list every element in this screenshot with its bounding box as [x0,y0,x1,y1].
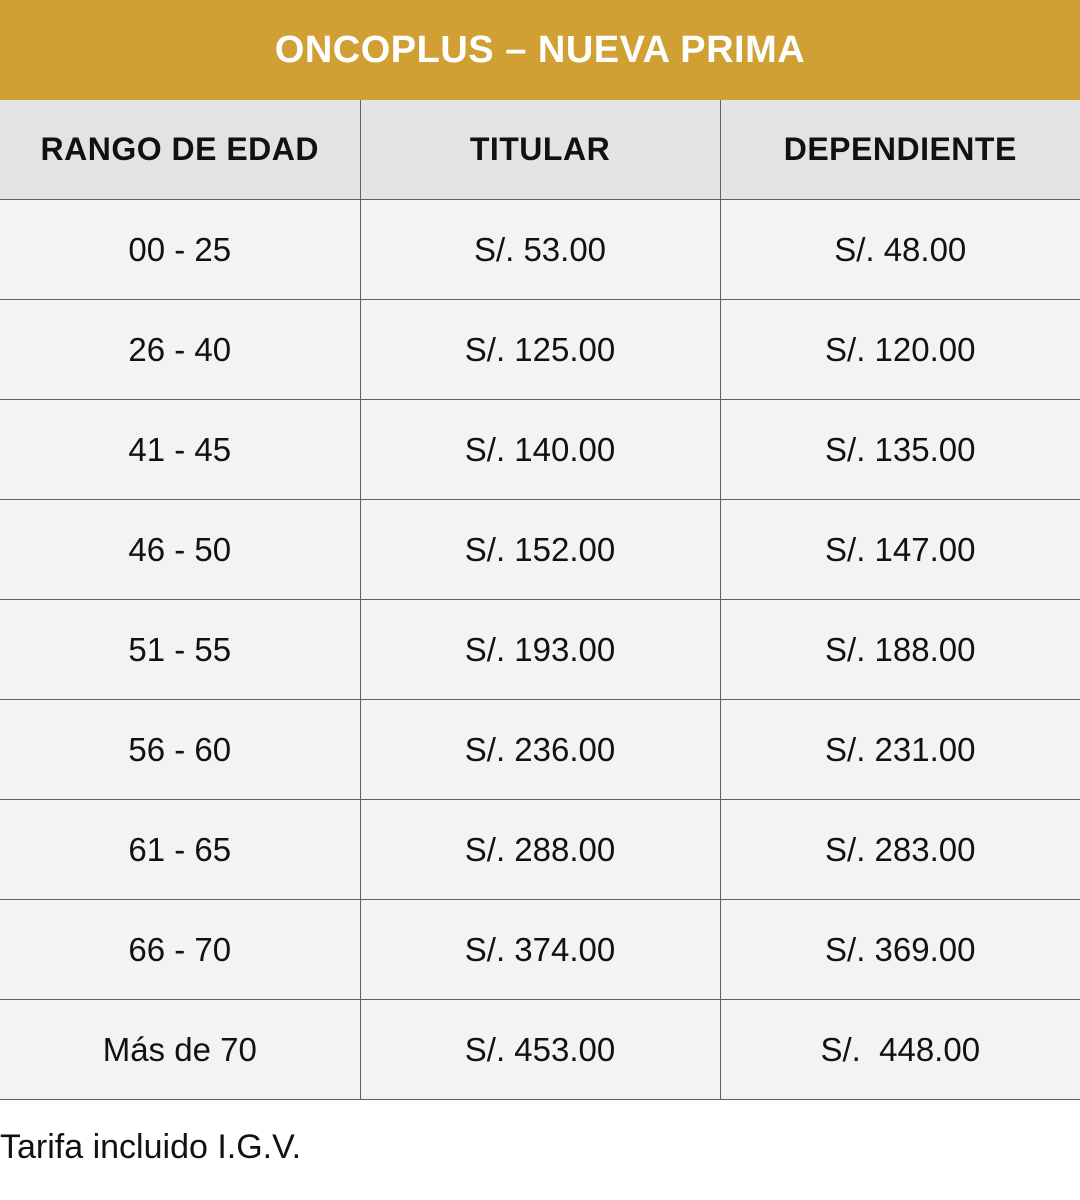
titular-price-cell: S/. 125.00 [360,300,720,400]
dependiente-price-cell: S/. 283.00 [720,800,1080,900]
age-range-cell: 00 - 25 [0,200,360,300]
age-range-cell: 46 - 50 [0,500,360,600]
age-range-cell: 26 - 40 [0,300,360,400]
table-row [0,800,1080,900]
premium-table [0,100,1080,1100]
age-range-cell: 61 - 65 [0,800,360,900]
table-title: ONCOPLUS – NUEVA PRIMA [0,0,1080,100]
age-range-cell: 66 - 70 [0,900,360,1000]
table-row [0,900,1080,1000]
column-header-age-range: RANGO DE EDAD [0,100,360,200]
dependiente-price-cell: S/. 147.00 [720,500,1080,600]
dependiente-price-cell: S/. 135.00 [720,400,1080,500]
dependiente-price-cell: S/. 120.00 [720,300,1080,400]
dependiente-price-cell: S/. 448.00 [720,1000,1080,1100]
dependiente-price-cell: S/. 188.00 [720,600,1080,700]
titular-price-cell: S/. 236.00 [360,700,720,800]
dependiente-price-cell: S/. 48.00 [720,200,1080,300]
column-header-titular: TITULAR [360,100,720,200]
age-range-cell: 51 - 55 [0,600,360,700]
table-row [0,700,1080,800]
titular-price-cell: S/. 140.00 [360,400,720,500]
column-header-dependiente: DEPENDIENTE [720,100,1080,200]
age-range-cell: 56 - 60 [0,700,360,800]
age-range-cell: Más de 70 [0,1000,360,1100]
table-row [0,1000,1080,1100]
titular-price-cell: S/. 288.00 [360,800,720,900]
table-row [0,600,1080,700]
table-row [0,300,1080,400]
table-row [0,200,1080,300]
dependiente-price-cell: S/. 231.00 [720,700,1080,800]
age-range-cell: 41 - 45 [0,400,360,500]
titular-price-cell: S/. 193.00 [360,600,720,700]
tax-footnote: Tarifa incluido I.G.V. [0,1128,302,1166]
titular-price-cell: S/. 53.00 [360,200,720,300]
table-header-row [0,100,1080,200]
titular-price-cell: S/. 453.00 [360,1000,720,1100]
titular-price-cell: S/. 374.00 [360,900,720,1000]
table-row [0,400,1080,500]
dependiente-price-cell: S/. 369.00 [720,900,1080,1000]
table-row [0,500,1080,600]
titular-price-cell: S/. 152.00 [360,500,720,600]
